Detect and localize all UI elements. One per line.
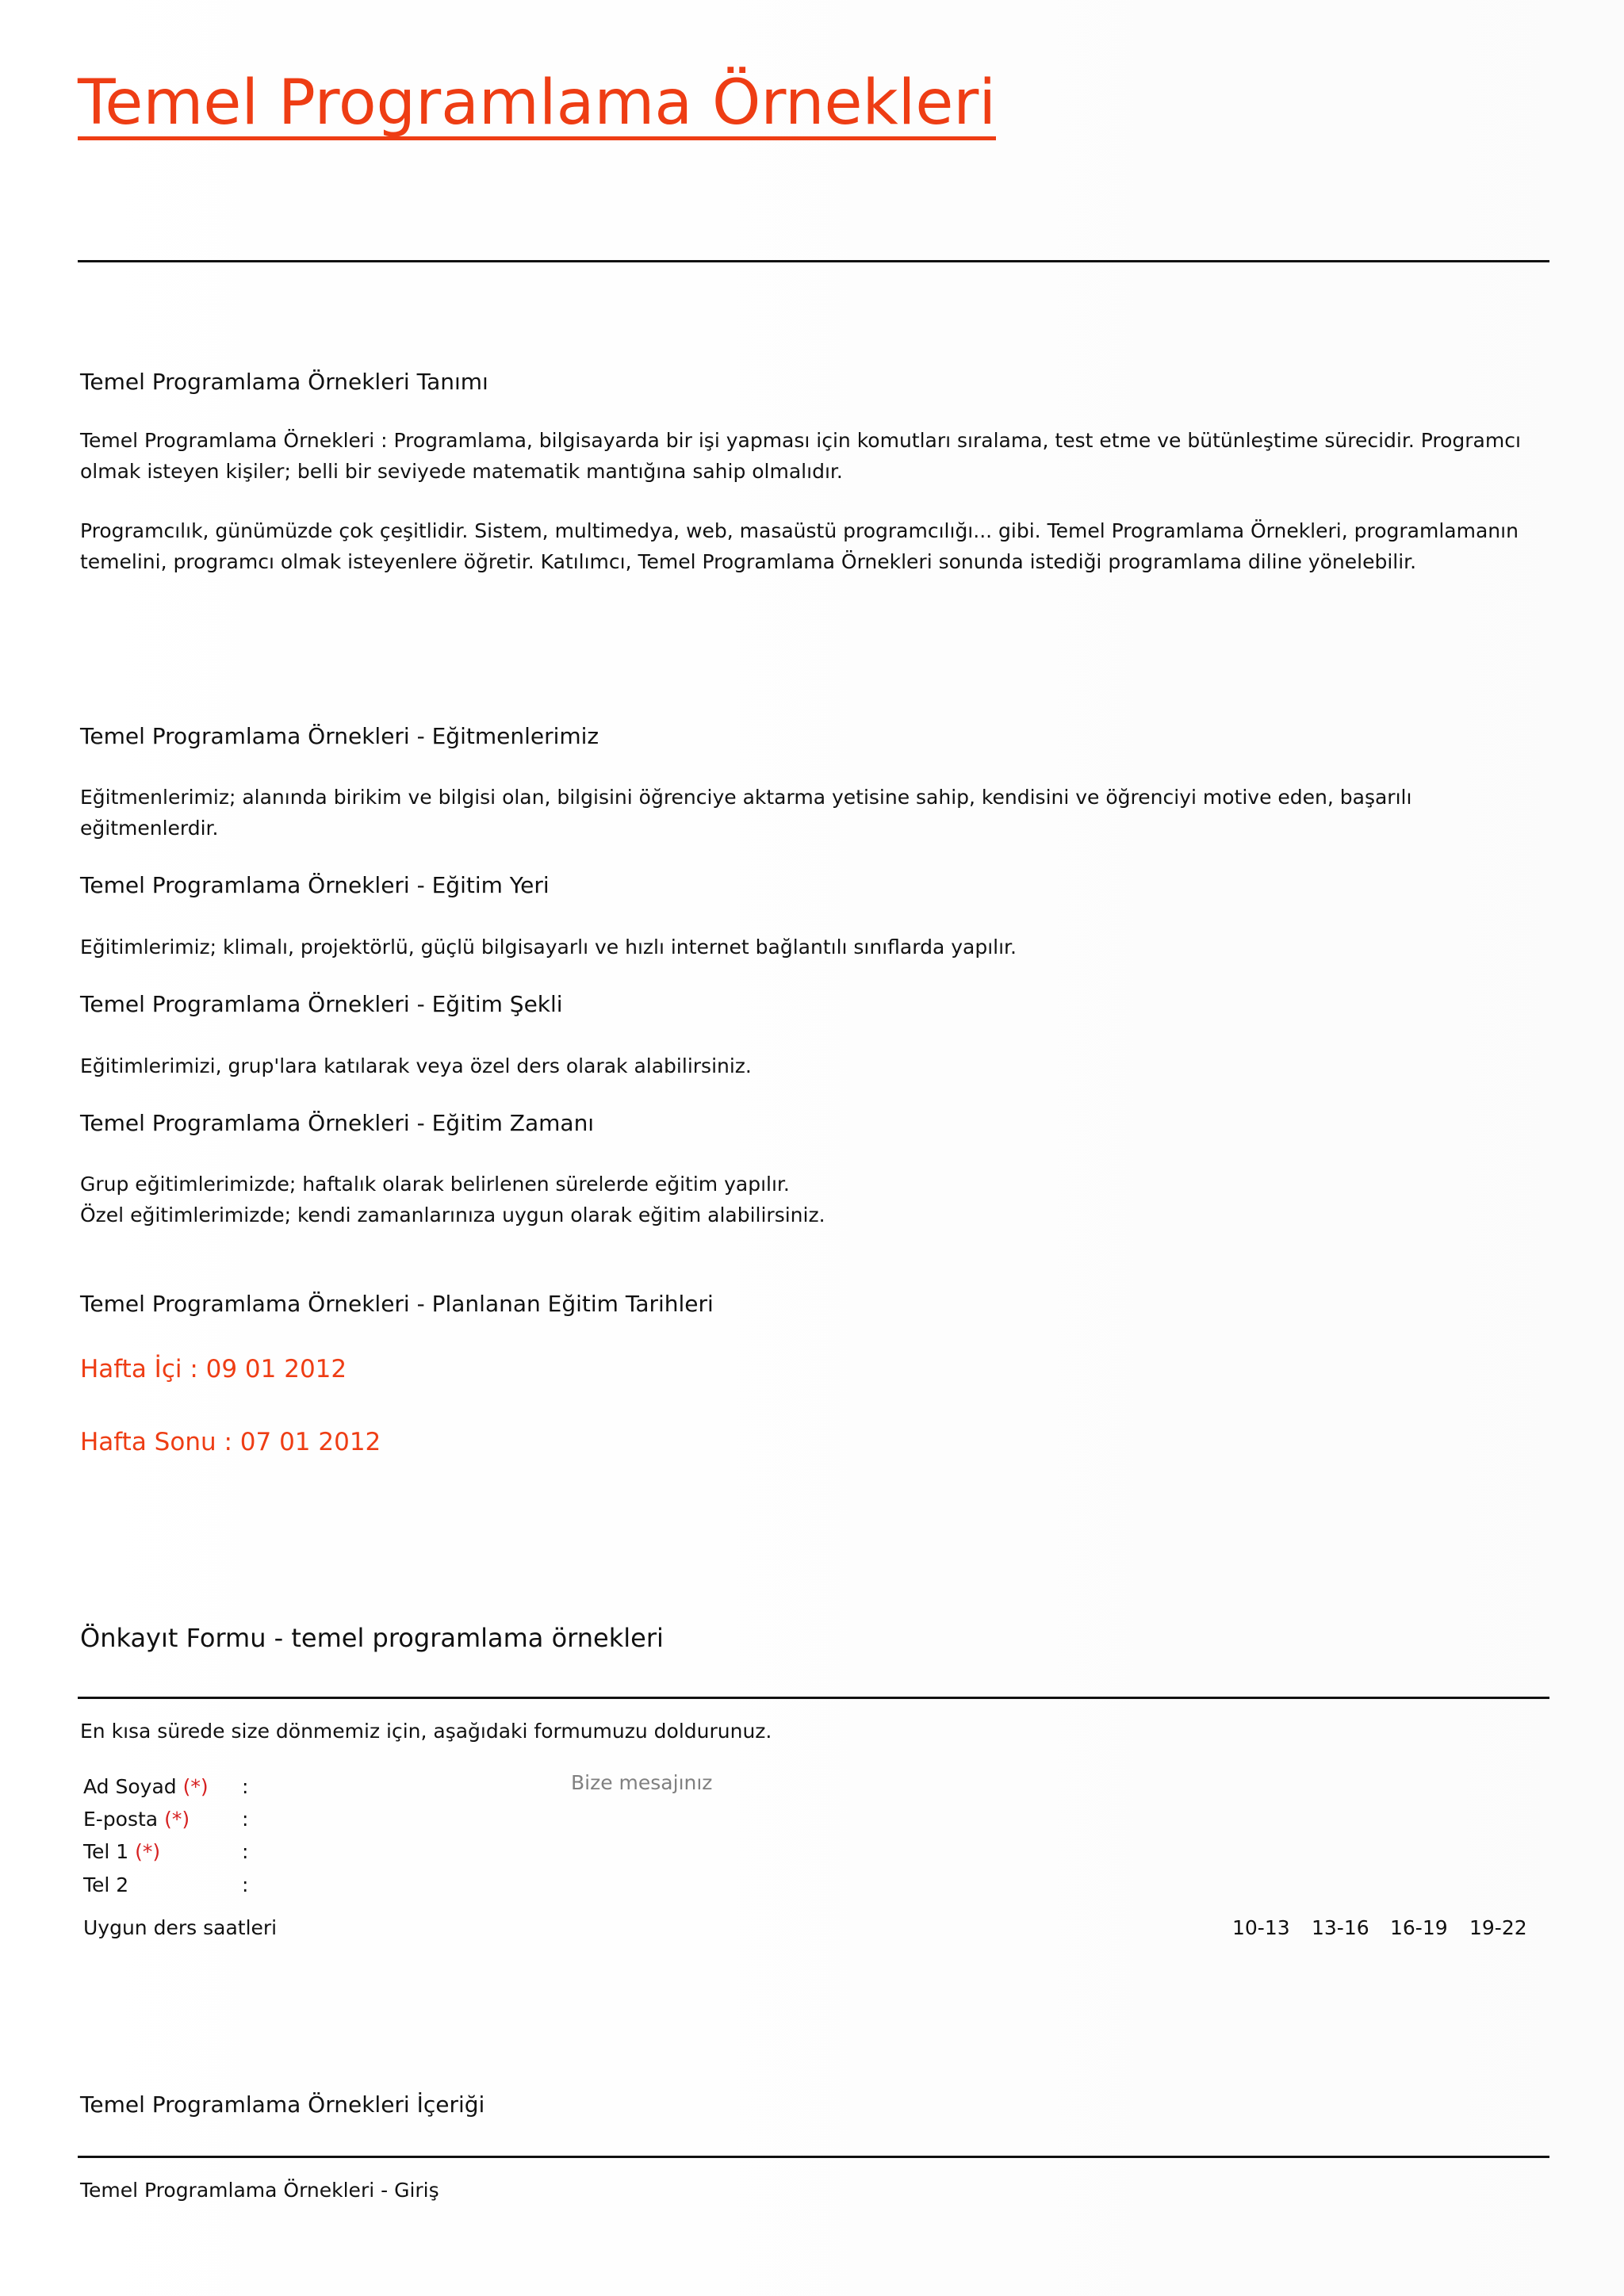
site-title-link[interactable]: Temel Programlama Örnekleri bbox=[78, 67, 997, 139]
tel1-colon: : bbox=[242, 1840, 249, 1863]
name-label-text: Ad Soyad bbox=[83, 1775, 177, 1798]
form-title: Önkayıt Formu - temel programlama örnekleri bbox=[80, 1623, 664, 1653]
hour-option-13-16[interactable]: 13-16 bbox=[1312, 1916, 1369, 1939]
required-marker: (*) bbox=[182, 1775, 209, 1798]
tel1-input[interactable] bbox=[254, 1836, 558, 1866]
schedule-line-1: Grup eğitimlerimizde; haftalık olarak belirlenen sürelerde eğitim yapılır. bbox=[80, 1173, 790, 1196]
location-heading: Temel Programlama Örnekleri - Eğitim Yeri bbox=[80, 872, 550, 898]
contents-heading: Temel Programlama Örnekleri İçeriği bbox=[80, 2091, 485, 2118]
form-divider bbox=[78, 1697, 1549, 1699]
contents-divider bbox=[78, 2156, 1549, 2158]
hour-option-19-22[interactable]: 19-22 bbox=[1469, 1916, 1527, 1939]
contents-link-intro[interactable]: Temel Programlama Örnekleri - Giriş bbox=[80, 2179, 439, 2202]
intro-paragraph-1: Temel Programlama Örnekleri : Programlama, bilgisayarda bir işi yapması için komutları sıralama, test etme ve bütünleştime sürecidir. Programcı olmak isteyen kişiler; belli bir seviyede matematik mantığına sahip olmalıdır. bbox=[80, 429, 1521, 483]
email-label-text: E-posta bbox=[83, 1808, 159, 1831]
name-colon: : bbox=[242, 1775, 249, 1798]
tel1-label-text: Tel 1 bbox=[83, 1840, 129, 1863]
tel2-colon: : bbox=[242, 1873, 249, 1896]
hours-label: Uygun ders saatleri bbox=[83, 1916, 278, 1939]
weekend-date: Hafta Sonu : 07 01 2012 bbox=[80, 1428, 381, 1456]
format-text: Eğitimlerimizi, grup'lara katılarak veya özel ders olarak alabilirsiniz. bbox=[80, 1054, 752, 1077]
schedule-heading: Temel Programlama Örnekleri - Eğitim Zamanı bbox=[80, 1110, 595, 1136]
email-colon: : bbox=[242, 1808, 249, 1831]
location-text: Eğitimlerimiz; klimalı, projektörlü, güçlü bilgisayarlı ve hızlı internet bağlantılı sınıflarda yapılır. bbox=[80, 936, 1017, 959]
name-label bbox=[83, 1775, 209, 1798]
required-marker: (*) bbox=[164, 1808, 190, 1831]
format-heading: Temel Programlama Örnekleri - Eğitim Şekli bbox=[80, 991, 563, 1017]
intro-paragraph-2: Programcılık, günümüzde çok çeşitlidir. Sistem, multimedya, web, masaüstü programcılığı... gibi. Temel Programlama Örnekleri, programlamanın temelini, programcı olmak isteyenlere öğretir. Katılımcı, Temel Programlama Örnekleri sonunda istediği programlama diline yönelebilir. bbox=[80, 519, 1519, 573]
form-instruction: En kısa sürede size dönmemiz için, aşağıdaki formumuzu doldurunuz. bbox=[80, 1720, 772, 1743]
weekday-date: Hafta İçi : 09 01 2012 bbox=[80, 1355, 347, 1383]
contents-item bbox=[80, 2175, 1547, 2206]
header-divider bbox=[78, 260, 1549, 262]
intro-heading: Temel Programlama Örnekleri Tanımı bbox=[80, 369, 488, 395]
email-input[interactable] bbox=[254, 1804, 558, 1834]
tel2-input[interactable] bbox=[254, 1869, 558, 1900]
dates-heading: Temel Programlama Örnekleri - Planlanan Eğitim Tarihleri bbox=[80, 1291, 714, 1317]
name-input[interactable] bbox=[254, 1771, 558, 1801]
hour-option-16-19[interactable]: 16-19 bbox=[1390, 1916, 1448, 1939]
message-textarea[interactable] bbox=[569, 1770, 1508, 1884]
email-label bbox=[83, 1808, 190, 1831]
hour-option-10-13[interactable]: 10-13 bbox=[1232, 1916, 1290, 1939]
tel2-label-text: Tel 2 bbox=[83, 1873, 129, 1896]
instructors-heading: Temel Programlama Örnekleri - Eğitmenlerimiz bbox=[80, 723, 599, 749]
tel2-label bbox=[83, 1873, 128, 1896]
schedule-line-2: Özel eğitimlerimizde; kendi zamanlarınıza uygun olarak eğitim alabilirsiniz. bbox=[80, 1203, 825, 1226]
required-marker: (*) bbox=[135, 1840, 161, 1863]
instructors-text: Eğitmenlerimiz; alanında birikim ve bilgisi olan, bilgisini öğrenciye aktarma yetisine sahip, kendisini ve öğrenciyi motive eden, başarılı eğitmenlerdir. bbox=[80, 786, 1412, 840]
tel1-label bbox=[83, 1840, 160, 1863]
